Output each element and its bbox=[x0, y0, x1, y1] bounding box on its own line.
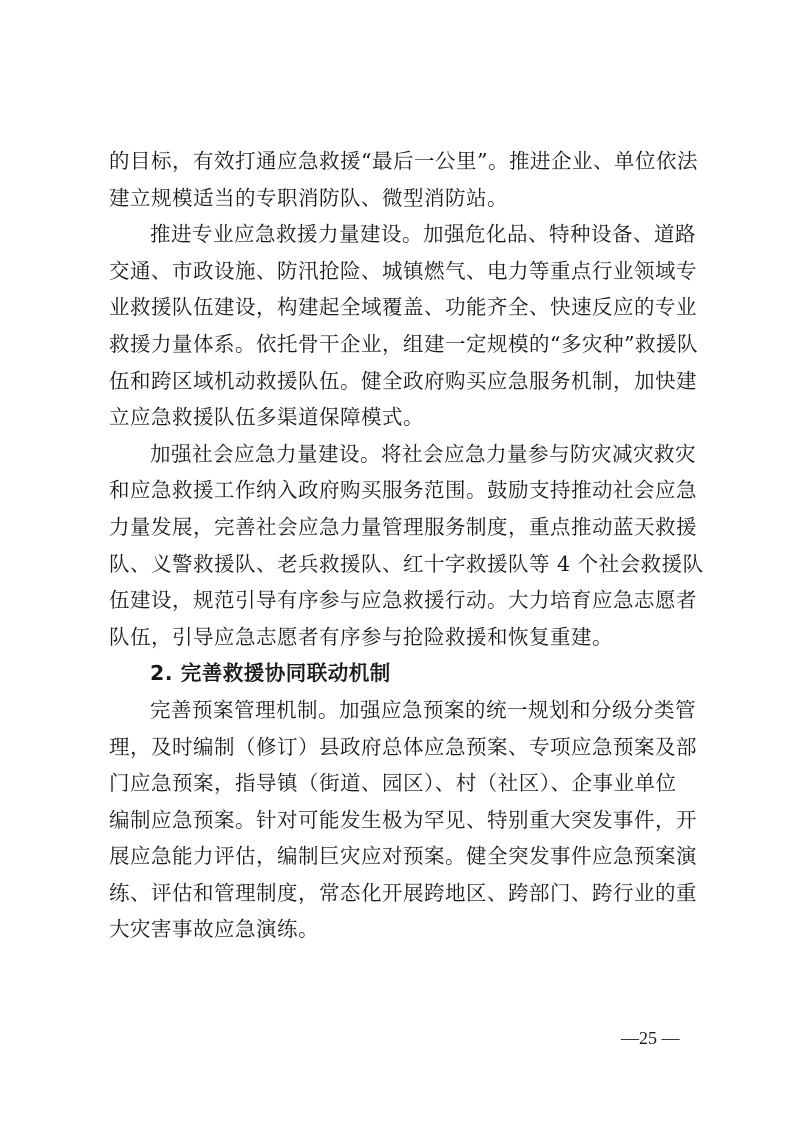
text-line: 救援力量体系。依托骨干企业，组建一定规模的“多灾种”救援队 bbox=[109, 331, 698, 356]
paragraph-first-line: 推进专业应急救援力量建设。加强危化品、特种设备、道路 bbox=[150, 222, 696, 247]
text-line: 练、评估和管理制度，常态化开展跨地区、跨部门、跨行业的重 bbox=[109, 880, 697, 905]
text-line: 伍建设，规范引导有序参与应急救援行动。大力培育应急志愿者 bbox=[109, 588, 697, 613]
document-body bbox=[109, 143, 704, 948]
section-heading: 2. 完善救援协同联动机制 bbox=[150, 661, 391, 686]
text-line: 理，及时编制（修订）县政府总体应急预案、专项应急预案及部 bbox=[109, 734, 697, 759]
text-line: 门应急预案，指导镇（街道、园区）、村（社区）、企事业单位 bbox=[109, 771, 677, 796]
text-line: 大灾害事故应急演练。 bbox=[109, 917, 319, 942]
text-line: 立应急救援队伍多渠道保障模式。 bbox=[109, 405, 424, 430]
text-line: 伍和跨区域机动救援队伍。健全政府购买应急服务机制，加快建 bbox=[109, 368, 697, 393]
text-line: 交通、市政设施、防汛抢险、城镇燃气、电力等重点行业领域专 bbox=[109, 258, 697, 283]
paragraph-first-line: 完善预案管理机制。加强应急预案的统一规划和分级分类管 bbox=[150, 697, 696, 722]
text-line: 业救援队伍建设，构建起全域覆盖、功能齐全、快速反应的专业 bbox=[109, 295, 697, 320]
text-line: 的目标，有效打通应急救援“最后一公里”。推进企业、单位依法 bbox=[109, 149, 698, 173]
text-line: 力量发展，完善社会应急力量管理服务制度，重点推动蓝天救援 bbox=[109, 514, 697, 539]
page-number: —25 — bbox=[621, 1028, 680, 1048]
text-line: 展应急能力评估，编制巨灾应对预案。健全突发事件应急预案演 bbox=[109, 844, 697, 869]
text-line: 和应急救援工作纳入政府购买服务范围。鼓励支持推动社会应急 bbox=[109, 478, 697, 503]
text-line: 编制应急预案。针对可能发生极为罕见、特别重大突发事件，开 bbox=[109, 807, 697, 832]
text-line: 队、义警救援队、老兵救援队、红十字救援队等 4 个社会救援队 bbox=[109, 551, 704, 576]
paragraph-first-line: 加强社会应急力量建设。将社会应急力量参与防灾减灾救灾 bbox=[150, 441, 696, 466]
text-line: 队伍，引导应急志愿者有序参与抢险救援和恢复重建。 bbox=[109, 624, 613, 649]
text-line: 建立规模适当的专职消防队、微型消防站。 bbox=[109, 185, 508, 210]
